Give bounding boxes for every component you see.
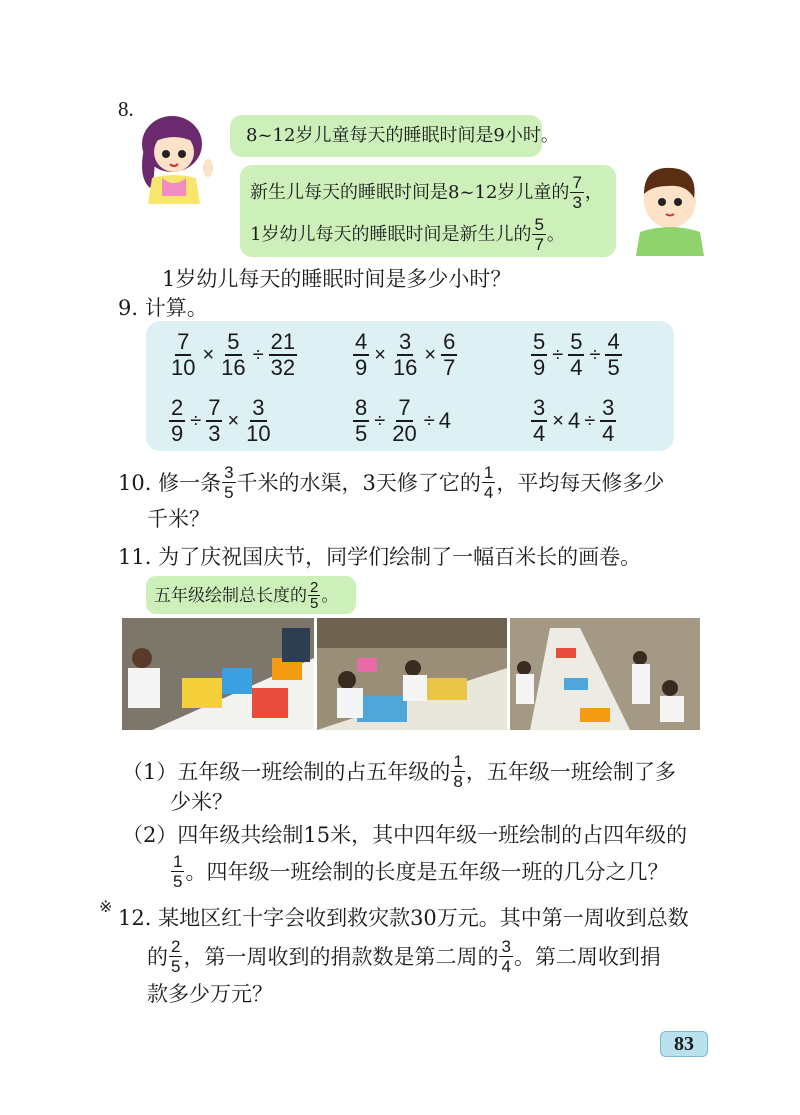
sub-question-1-line2: 少米？ (170, 790, 233, 814)
optional-mark: ※ (99, 897, 113, 916)
question-9-title: 9. 计算。 (118, 296, 208, 320)
question-8-number: 8. (118, 97, 134, 121)
question-12-line1: 12. 某地区红十字会收到救灾款30万元。其中第一周收到总数 (118, 906, 689, 930)
question-12-line2: 的 $\frac{2}{5}$ ，第一周收到的捐款数是第二周的 $\frac{3}{4}$ 。第二周收到捐 (147, 937, 661, 976)
question-12-line3: 款多少万元？ (147, 982, 273, 1006)
question-8-text: 1岁幼儿每天的睡眠时间是多少小时？ (162, 267, 512, 291)
expr-1: $\frac{7}{10}$ × $\frac{5}{16}$ ÷ $\frac{21}{32}$ (171, 329, 296, 380)
question-10-line2: 千米？ (147, 507, 210, 531)
expr-3: $\frac{5}{9}$ ÷ $\frac{5}{4}$ ÷ $\frac{4}{5}$ (533, 329, 620, 380)
boy-illustration (620, 160, 716, 256)
bubble-boy-line2: 1岁幼儿每天的睡眠时间是新生儿的 $\frac{5}{7}$ 。 (250, 215, 565, 254)
expr-5: $\frac{8}{5}$ ÷ $\frac{7}{20}$ ÷ 4 (355, 395, 451, 446)
photo-2 (317, 618, 507, 730)
photo-3 (510, 618, 700, 730)
expr-6: $\frac{3}{4}$ × 4 ÷ $\frac{3}{4}$ (533, 395, 615, 446)
girl-illustration (132, 108, 228, 204)
sub-question-2-line1: （2） 四年级共绘制15米，其中四年级一班绘制的占四年级的 (122, 823, 688, 847)
expr-2: $\frac{4}{9}$ × $\frac{3}{16}$ × $\frac{6}{7}$ (355, 329, 456, 380)
photo-1 (122, 618, 314, 730)
question-11-title: 11. 为了庆祝国庆节，同学们绘制了一幅百米长的画卷。 (118, 545, 642, 569)
sub-question-1-line1: （1） 五年级一班绘制的占五年级的 $\frac{1}{8}$ ，五年级一班绘制了多 (122, 752, 676, 791)
question-10-line1: 10. 修一条 $\frac{3}{5}$ 千米的水渠，3天修了它的 $\frac{1}{4}$ ，平均每天修多少 (118, 463, 665, 502)
expr-4: $\frac{2}{9}$ ÷ $\frac{7}{3}$ × $\frac{3}{10}$ (171, 395, 271, 446)
page-number: 83 (660, 1031, 708, 1057)
bubble-q11-text: 五年级绘制总长度的 $\frac{2}{5}$ 。 (154, 579, 339, 612)
bubble-girl-text: 8~12岁儿童每天的睡眠时间是9小时。 (246, 125, 559, 146)
sub-question-2-line2: $\frac{1}{5}$ 。四年级一班绘制的长度是五年级一班的几分之几？ (173, 852, 669, 891)
bubble-boy-line1: 新生儿每天的睡眠时间是8~12岁儿童的 $\frac{7}{3}$ ， (250, 173, 603, 212)
